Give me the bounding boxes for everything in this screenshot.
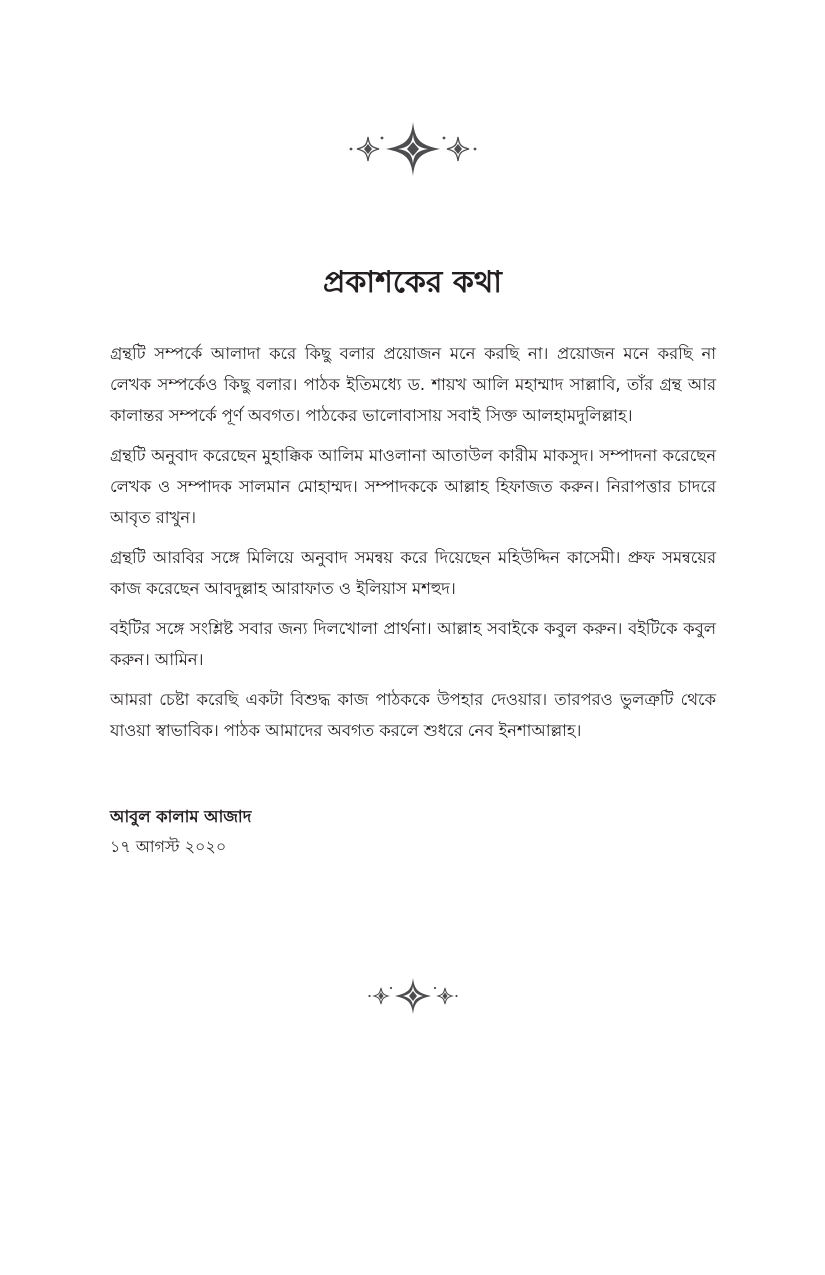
signature-block [110, 802, 510, 862]
page-title: প্রকাশকের কথা [323, 265, 502, 300]
star-ornament-icon [367, 975, 459, 1017]
paragraph: বইটির সঙ্গে সংশ্লিষ্ট সবার জন্য দিলখোলা প্রার্থনা। আল্লাহ সবাইকে কবুল করুন। বইটিকে কবুল করুন। আমিন। [110, 619, 716, 669]
paragraph: আমরা চেষ্টা করেছি একটা বিশুদ্ধ কাজ পাঠককে উপহার দেওয়ার। তারপরও ভুলত্রুটি থেকে যাওয়া স্বাভাবিক। পাঠক আমাদের অবগত করলে শুধরে নেব ইনশাআল্লাহ। [110, 690, 716, 740]
paragraph: গ্রন্থটি অনুবাদ করেছেন মুহাক্কিক আলিম মাওলানা আতাউল কারীম মাকসুদ। সম্পাদনা করেছেন লেখক ও সম্পাদক সালমান মোহাম্মদ। সম্পাদককে আল্লাহ হিফাজত করুন। নিরাপত্তার চাদরে আবৃত রাখুন। [110, 446, 716, 527]
paragraph: গ্রন্থটি আরবির সঙ্গে মিলিয়ে অনুবাদ সমন্বয় করে দিয়েছেন মহিউদ্দিন কাসেমী। প্রুফ সমন্বয়ের কাজ করেছেন আবদুল্লাহ আরাফাত ও ইলিয়াস মশহুদ। [110, 548, 716, 598]
paragraph: গ্রন্থটি সম্পর্কে আলাদা করে কিছু বলার প্রয়োজন মনে করছি না। প্রয়োজন মনে করছি না লেখক সম্পর্কেও কিছু বলার। পাঠক ইতিমধ্যে ড. শায়খ আলি মহাম্মাদ সাল্লাবি, তাঁর গ্রন্থ আর কালান্তর সম্পর্কে পূর্ণ অবগত। পাঠকের ভালোবাসায় সবাই সিক্ত আলহামদুলিল্লাহ। [110, 344, 716, 425]
top-ornament [0, 118, 825, 180]
signature-date: ১৭ আগস্ট ২০২০ [110, 837, 227, 856]
bottom-ornament [0, 975, 825, 1017]
author-name: আবুল কালাম আজাদ [110, 807, 252, 826]
star-ornament-icon [348, 118, 478, 180]
body-text [110, 338, 716, 755]
